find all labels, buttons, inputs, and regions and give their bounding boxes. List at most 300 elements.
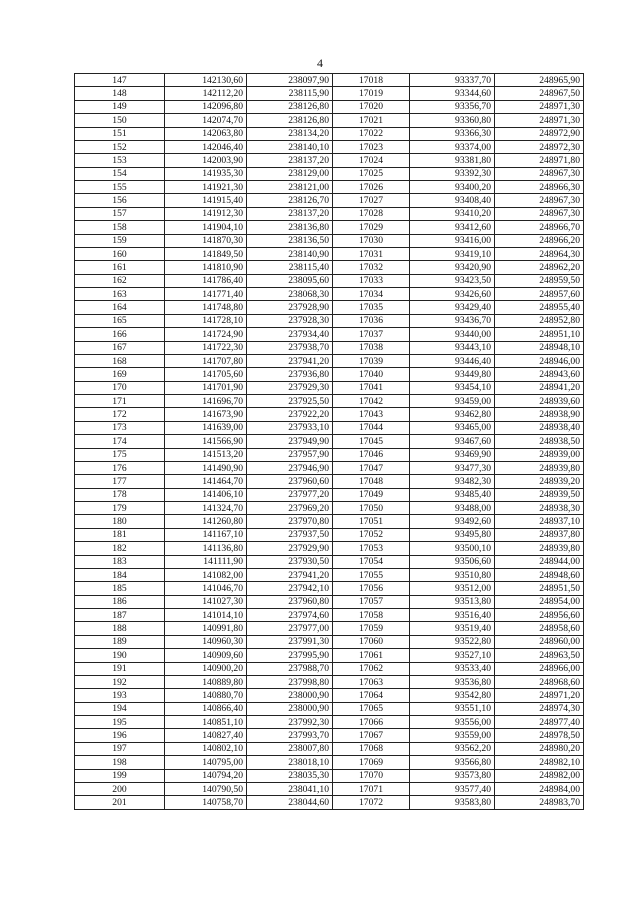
coord-x-left-cell: 141490,90 — [165, 461, 247, 474]
point-number-left-cell: 158 — [75, 221, 165, 234]
point-number-right-cell: 17037 — [333, 328, 410, 341]
coord-y-left-cell: 237941,20 — [247, 568, 333, 581]
coord-x-left-cell: 140802,10 — [165, 742, 247, 755]
coord-x-right-cell: 93551,10 — [410, 702, 495, 715]
coord-y-left-cell: 238041,10 — [247, 782, 333, 795]
point-number-left-cell: 175 — [75, 448, 165, 461]
coord-y-left-cell: 237988,70 — [247, 662, 333, 675]
point-number-right-cell: 17029 — [333, 221, 410, 234]
point-number-right-cell: 17020 — [333, 100, 410, 113]
coord-y-right-cell: 248939,20 — [495, 475, 584, 488]
point-number-left-cell: 185 — [75, 582, 165, 595]
table-row — [75, 515, 584, 528]
table-row — [75, 194, 584, 207]
coord-x-left-cell: 140909,60 — [165, 649, 247, 662]
point-number-right-cell: 17035 — [333, 301, 410, 314]
coord-x-right-cell: 93583,80 — [410, 796, 495, 809]
coord-x-right-cell: 93408,40 — [410, 194, 495, 207]
coord-x-left-cell: 141705,60 — [165, 368, 247, 381]
table-row — [75, 635, 584, 648]
coord-x-left-cell: 141912,30 — [165, 207, 247, 220]
coord-x-right-cell: 93400,20 — [410, 181, 495, 194]
point-number-right-cell: 17023 — [333, 140, 410, 153]
coord-x-right-cell: 93469,90 — [410, 448, 495, 461]
point-number-left-cell: 193 — [75, 689, 165, 702]
coord-y-left-cell: 237970,80 — [247, 515, 333, 528]
point-number-left-cell: 149 — [75, 100, 165, 113]
point-number-right-cell: 17045 — [333, 435, 410, 448]
table-row — [75, 475, 584, 488]
coord-x-left-cell: 141771,40 — [165, 288, 247, 301]
coord-y-left-cell: 238007,80 — [247, 742, 333, 755]
coord-y-left-cell: 238129,00 — [247, 167, 333, 180]
coord-y-left-cell: 238115,40 — [247, 261, 333, 274]
coord-y-left-cell: 238000,90 — [247, 702, 333, 715]
page-number: 4 — [317, 56, 323, 70]
table-row — [75, 502, 584, 515]
coord-y-right-cell: 248966,20 — [495, 234, 584, 247]
coord-y-left-cell: 237922,20 — [247, 408, 333, 421]
table-row — [75, 702, 584, 715]
point-number-left-cell: 168 — [75, 354, 165, 367]
point-number-left-cell: 148 — [75, 87, 165, 100]
table-row — [75, 114, 584, 127]
coord-x-right-cell: 93462,80 — [410, 408, 495, 421]
coord-y-left-cell: 237937,50 — [247, 528, 333, 541]
point-number-left-cell: 197 — [75, 742, 165, 755]
point-number-left-cell: 171 — [75, 395, 165, 408]
coord-x-left-cell: 140900,20 — [165, 662, 247, 675]
coord-y-left-cell: 237942,10 — [247, 582, 333, 595]
point-number-right-cell: 17033 — [333, 274, 410, 287]
coord-y-left-cell: 237925,50 — [247, 395, 333, 408]
point-number-left-cell: 186 — [75, 595, 165, 608]
table-row — [75, 448, 584, 461]
coord-x-right-cell: 93392,30 — [410, 167, 495, 180]
coord-y-right-cell: 248952,80 — [495, 314, 584, 327]
point-number-right-cell: 17072 — [333, 796, 410, 809]
coord-y-right-cell: 248962,20 — [495, 261, 584, 274]
coord-x-left-cell: 141722,30 — [165, 341, 247, 354]
point-number-right-cell: 17030 — [333, 234, 410, 247]
coord-y-right-cell: 248939,80 — [495, 461, 584, 474]
coord-x-right-cell: 93506,60 — [410, 555, 495, 568]
point-number-right-cell: 17038 — [333, 341, 410, 354]
point-number-right-cell: 17055 — [333, 568, 410, 581]
coord-y-left-cell: 237928,90 — [247, 301, 333, 314]
coord-x-right-cell: 93542,80 — [410, 689, 495, 702]
point-number-right-cell: 17050 — [333, 502, 410, 515]
coord-x-left-cell: 141728,10 — [165, 314, 247, 327]
table-row — [75, 689, 584, 702]
coord-x-right-cell: 93419,10 — [410, 247, 495, 260]
point-number-left-cell: 155 — [75, 181, 165, 194]
coord-x-left-cell: 142112,20 — [165, 87, 247, 100]
coord-x-left-cell: 142003,90 — [165, 154, 247, 167]
table-row — [75, 395, 584, 408]
coord-y-left-cell: 237998,80 — [247, 675, 333, 688]
point-number-right-cell: 17068 — [333, 742, 410, 755]
coord-y-right-cell: 248982,10 — [495, 756, 584, 769]
coord-x-left-cell: 141696,70 — [165, 395, 247, 408]
coord-x-right-cell: 93412,60 — [410, 221, 495, 234]
coord-x-left-cell: 141810,90 — [165, 261, 247, 274]
coord-x-left-cell: 140790,50 — [165, 782, 247, 795]
coord-y-left-cell: 238126,80 — [247, 114, 333, 127]
coord-x-left-cell: 141082,00 — [165, 568, 247, 581]
coord-y-left-cell: 238000,90 — [247, 689, 333, 702]
point-number-left-cell: 147 — [75, 74, 165, 87]
point-number-right-cell: 17027 — [333, 194, 410, 207]
coord-x-right-cell: 93366,30 — [410, 127, 495, 140]
point-number-right-cell: 17019 — [333, 87, 410, 100]
coord-y-left-cell: 238137,20 — [247, 207, 333, 220]
point-number-left-cell: 179 — [75, 502, 165, 515]
coord-x-left-cell: 141324,70 — [165, 502, 247, 515]
coord-x-right-cell: 93446,40 — [410, 354, 495, 367]
point-number-left-cell: 150 — [75, 114, 165, 127]
coord-y-right-cell: 248939,80 — [495, 542, 584, 555]
table-row — [75, 100, 584, 113]
coord-y-right-cell: 248957,60 — [495, 288, 584, 301]
coord-x-left-cell: 141904,10 — [165, 221, 247, 234]
point-number-left-cell: 159 — [75, 234, 165, 247]
point-number-right-cell: 17044 — [333, 421, 410, 434]
coord-x-left-cell: 141167,10 — [165, 528, 247, 541]
coord-x-right-cell: 93533,40 — [410, 662, 495, 675]
coord-y-right-cell: 248978,50 — [495, 729, 584, 742]
point-number-right-cell: 17036 — [333, 314, 410, 327]
coord-y-right-cell: 248972,30 — [495, 140, 584, 153]
coord-x-left-cell: 141748,80 — [165, 301, 247, 314]
point-number-right-cell: 17052 — [333, 528, 410, 541]
table-row — [75, 274, 584, 287]
coord-y-left-cell: 237929,30 — [247, 381, 333, 394]
coord-x-left-cell: 140889,80 — [165, 675, 247, 688]
coord-y-right-cell: 248938,40 — [495, 421, 584, 434]
coord-y-right-cell: 248971,20 — [495, 689, 584, 702]
coord-y-right-cell: 248943,60 — [495, 368, 584, 381]
point-number-right-cell: 17025 — [333, 167, 410, 180]
coord-x-left-cell: 140866,40 — [165, 702, 247, 715]
coord-y-left-cell: 237992,30 — [247, 716, 333, 729]
table-row — [75, 261, 584, 274]
coord-x-left-cell: 141849,50 — [165, 247, 247, 260]
point-number-left-cell: 160 — [75, 247, 165, 260]
point-number-left-cell: 195 — [75, 716, 165, 729]
point-number-right-cell: 17040 — [333, 368, 410, 381]
coord-y-right-cell: 248966,00 — [495, 662, 584, 675]
coord-x-left-cell: 141915,40 — [165, 194, 247, 207]
point-number-left-cell: 192 — [75, 675, 165, 688]
point-number-left-cell: 177 — [75, 475, 165, 488]
point-number-left-cell: 170 — [75, 381, 165, 394]
point-number-right-cell: 17070 — [333, 769, 410, 782]
coord-y-left-cell: 237960,60 — [247, 475, 333, 488]
coord-y-right-cell: 248982,00 — [495, 769, 584, 782]
table-row — [75, 609, 584, 622]
point-number-left-cell: 189 — [75, 635, 165, 648]
coord-x-right-cell: 93436,70 — [410, 314, 495, 327]
coordinates-table-body — [75, 74, 584, 810]
table-row — [75, 555, 584, 568]
point-number-right-cell: 17053 — [333, 542, 410, 555]
coord-y-right-cell: 248971,30 — [495, 114, 584, 127]
point-number-left-cell: 164 — [75, 301, 165, 314]
table-row — [75, 662, 584, 675]
coord-y-left-cell: 237934,40 — [247, 328, 333, 341]
table-row — [75, 528, 584, 541]
coord-y-right-cell: 248980,20 — [495, 742, 584, 755]
coord-x-left-cell: 141027,30 — [165, 595, 247, 608]
point-number-right-cell: 17054 — [333, 555, 410, 568]
table-row — [75, 582, 584, 595]
coord-x-left-cell: 141921,30 — [165, 181, 247, 194]
table-row — [75, 542, 584, 555]
table-row — [75, 622, 584, 635]
coord-y-right-cell: 248984,00 — [495, 782, 584, 795]
coord-x-left-cell: 140991,80 — [165, 622, 247, 635]
table-row — [75, 74, 584, 87]
coord-y-right-cell: 248977,40 — [495, 716, 584, 729]
point-number-right-cell: 17039 — [333, 354, 410, 367]
point-number-right-cell: 17031 — [333, 247, 410, 260]
coord-x-right-cell: 93440,00 — [410, 328, 495, 341]
coord-y-right-cell: 248937,10 — [495, 515, 584, 528]
point-number-left-cell: 198 — [75, 756, 165, 769]
point-number-left-cell: 183 — [75, 555, 165, 568]
coord-y-left-cell: 237928,30 — [247, 314, 333, 327]
coord-x-right-cell: 93410,20 — [410, 207, 495, 220]
coord-x-right-cell: 93344,60 — [410, 87, 495, 100]
point-number-right-cell: 17056 — [333, 582, 410, 595]
coord-y-left-cell: 238097,90 — [247, 74, 333, 87]
coord-y-left-cell: 238121,00 — [247, 181, 333, 194]
coord-y-right-cell: 248938,50 — [495, 435, 584, 448]
point-number-left-cell: 151 — [75, 127, 165, 140]
coord-x-left-cell: 141464,70 — [165, 475, 247, 488]
coord-x-right-cell: 93429,40 — [410, 301, 495, 314]
point-number-right-cell: 17064 — [333, 689, 410, 702]
coord-y-left-cell: 238140,10 — [247, 140, 333, 153]
point-number-right-cell: 17034 — [333, 288, 410, 301]
coord-x-left-cell: 140851,10 — [165, 716, 247, 729]
coord-y-right-cell: 248967,30 — [495, 167, 584, 180]
coord-x-left-cell: 141935,30 — [165, 167, 247, 180]
coord-x-left-cell: 141513,20 — [165, 448, 247, 461]
coord-x-right-cell: 93516,40 — [410, 609, 495, 622]
point-number-left-cell: 174 — [75, 435, 165, 448]
table-row — [75, 435, 584, 448]
coord-y-left-cell: 237929,90 — [247, 542, 333, 555]
point-number-left-cell: 194 — [75, 702, 165, 715]
coord-y-left-cell: 238126,80 — [247, 100, 333, 113]
point-number-left-cell: 153 — [75, 154, 165, 167]
point-number-left-cell: 181 — [75, 528, 165, 541]
point-number-right-cell: 17018 — [333, 74, 410, 87]
table-row — [75, 649, 584, 662]
coord-x-right-cell: 93443,10 — [410, 341, 495, 354]
coord-x-right-cell: 93495,80 — [410, 528, 495, 541]
point-number-left-cell: 188 — [75, 622, 165, 635]
coord-x-right-cell: 93577,40 — [410, 782, 495, 795]
coord-y-left-cell: 237974,60 — [247, 609, 333, 622]
point-number-left-cell: 156 — [75, 194, 165, 207]
coord-y-left-cell: 237969,20 — [247, 502, 333, 515]
coord-x-right-cell: 93492,60 — [410, 515, 495, 528]
coord-x-right-cell: 93512,00 — [410, 582, 495, 595]
coord-y-right-cell: 248955,40 — [495, 301, 584, 314]
coord-y-left-cell: 238095,60 — [247, 274, 333, 287]
coord-y-right-cell: 248966,30 — [495, 181, 584, 194]
coord-x-right-cell: 93566,80 — [410, 756, 495, 769]
coord-y-right-cell: 248960,00 — [495, 635, 584, 648]
coord-y-left-cell: 237936,80 — [247, 368, 333, 381]
coord-y-right-cell: 248974,30 — [495, 702, 584, 715]
table-row — [75, 568, 584, 581]
coord-x-left-cell: 140960,30 — [165, 635, 247, 648]
table-row — [75, 301, 584, 314]
table-row — [75, 368, 584, 381]
table-row — [75, 796, 584, 809]
table-row — [75, 769, 584, 782]
coord-y-left-cell: 237933,10 — [247, 421, 333, 434]
coord-x-right-cell: 93559,00 — [410, 729, 495, 742]
coord-x-left-cell: 140827,40 — [165, 729, 247, 742]
coord-x-left-cell: 141639,00 — [165, 421, 247, 434]
table-row — [75, 381, 584, 394]
coord-y-left-cell: 238115,90 — [247, 87, 333, 100]
coord-x-left-cell: 141566,90 — [165, 435, 247, 448]
coord-x-right-cell: 93562,20 — [410, 742, 495, 755]
point-number-right-cell: 17069 — [333, 756, 410, 769]
coord-y-left-cell: 238140,90 — [247, 247, 333, 260]
coord-x-right-cell: 93482,30 — [410, 475, 495, 488]
coord-y-right-cell: 248937,80 — [495, 528, 584, 541]
coord-x-right-cell: 93449,80 — [410, 368, 495, 381]
coord-y-left-cell: 238136,50 — [247, 234, 333, 247]
coord-y-right-cell: 248939,50 — [495, 488, 584, 501]
coord-x-right-cell: 93500,10 — [410, 542, 495, 555]
coord-y-left-cell: 237941,20 — [247, 354, 333, 367]
coord-x-left-cell: 141014,10 — [165, 609, 247, 622]
point-number-left-cell: 161 — [75, 261, 165, 274]
point-number-left-cell: 184 — [75, 568, 165, 581]
coord-y-left-cell: 238136,80 — [247, 221, 333, 234]
coord-x-left-cell: 140795,00 — [165, 756, 247, 769]
point-number-left-cell: 178 — [75, 488, 165, 501]
point-number-right-cell: 17071 — [333, 782, 410, 795]
coord-x-left-cell: 140758,70 — [165, 796, 247, 809]
point-number-left-cell: 176 — [75, 461, 165, 474]
point-number-right-cell: 17022 — [333, 127, 410, 140]
point-number-left-cell: 180 — [75, 515, 165, 528]
point-number-right-cell: 17046 — [333, 448, 410, 461]
coord-x-right-cell: 93556,00 — [410, 716, 495, 729]
table-row — [75, 729, 584, 742]
coord-x-left-cell: 140794,20 — [165, 769, 247, 782]
point-number-right-cell: 17041 — [333, 381, 410, 394]
point-number-right-cell: 17042 — [333, 395, 410, 408]
table-row — [75, 488, 584, 501]
coord-x-right-cell: 93337,70 — [410, 74, 495, 87]
table-row — [75, 167, 584, 180]
coord-x-left-cell: 141406,10 — [165, 488, 247, 501]
coord-y-right-cell: 248948,60 — [495, 568, 584, 581]
coord-y-right-cell: 248983,70 — [495, 796, 584, 809]
point-number-right-cell: 17047 — [333, 461, 410, 474]
coord-x-right-cell: 93467,60 — [410, 435, 495, 448]
coord-x-right-cell: 93536,80 — [410, 675, 495, 688]
point-number-right-cell: 17048 — [333, 475, 410, 488]
coord-x-left-cell: 141786,40 — [165, 274, 247, 287]
coord-x-right-cell: 93477,30 — [410, 461, 495, 474]
coord-x-right-cell: 93513,80 — [410, 595, 495, 608]
coord-x-left-cell: 142046,40 — [165, 140, 247, 153]
coord-x-right-cell: 93485,40 — [410, 488, 495, 501]
coord-y-right-cell: 248946,00 — [495, 354, 584, 367]
coord-x-right-cell: 93426,60 — [410, 288, 495, 301]
coord-y-right-cell: 248944,00 — [495, 555, 584, 568]
table-row — [75, 595, 584, 608]
coord-x-right-cell: 93423,50 — [410, 274, 495, 287]
coord-y-left-cell: 237977,00 — [247, 622, 333, 635]
coord-x-left-cell: 140880,70 — [165, 689, 247, 702]
coord-x-left-cell: 141870,30 — [165, 234, 247, 247]
coord-x-left-cell: 141724,90 — [165, 328, 247, 341]
coord-y-right-cell: 248971,80 — [495, 154, 584, 167]
coord-x-left-cell: 141260,80 — [165, 515, 247, 528]
point-number-left-cell: 187 — [75, 609, 165, 622]
coord-y-right-cell: 248971,30 — [495, 100, 584, 113]
point-number-right-cell: 17067 — [333, 729, 410, 742]
coord-x-left-cell: 141707,80 — [165, 354, 247, 367]
coord-y-right-cell: 248968,60 — [495, 675, 584, 688]
point-number-left-cell: 157 — [75, 207, 165, 220]
coord-y-left-cell: 238126,70 — [247, 194, 333, 207]
coord-y-left-cell: 237977,20 — [247, 488, 333, 501]
table-row — [75, 221, 584, 234]
table-row — [75, 716, 584, 729]
coord-y-right-cell: 248938,90 — [495, 408, 584, 421]
point-number-right-cell: 17060 — [333, 635, 410, 648]
coord-x-left-cell: 142074,70 — [165, 114, 247, 127]
coord-y-right-cell: 248951,50 — [495, 582, 584, 595]
point-number-left-cell: 200 — [75, 782, 165, 795]
point-number-right-cell: 17021 — [333, 114, 410, 127]
coord-x-right-cell: 93416,00 — [410, 234, 495, 247]
point-number-right-cell: 17026 — [333, 181, 410, 194]
coord-x-right-cell: 93488,00 — [410, 502, 495, 515]
coordinates-table — [74, 73, 584, 810]
coord-y-right-cell: 248958,60 — [495, 622, 584, 635]
point-number-left-cell: 190 — [75, 649, 165, 662]
point-number-right-cell: 17066 — [333, 716, 410, 729]
coord-x-right-cell: 93519,40 — [410, 622, 495, 635]
table-row — [75, 247, 584, 260]
coord-x-right-cell: 93420,90 — [410, 261, 495, 274]
point-number-left-cell: 196 — [75, 729, 165, 742]
coord-y-right-cell: 248941,20 — [495, 381, 584, 394]
table-row — [75, 140, 584, 153]
point-number-left-cell: 169 — [75, 368, 165, 381]
coord-y-right-cell: 248966,70 — [495, 221, 584, 234]
coord-y-right-cell: 248954,00 — [495, 595, 584, 608]
coord-y-right-cell: 248951,10 — [495, 328, 584, 341]
coord-y-left-cell: 237938,70 — [247, 341, 333, 354]
point-number-right-cell: 17062 — [333, 662, 410, 675]
coord-y-left-cell: 237991,30 — [247, 635, 333, 648]
